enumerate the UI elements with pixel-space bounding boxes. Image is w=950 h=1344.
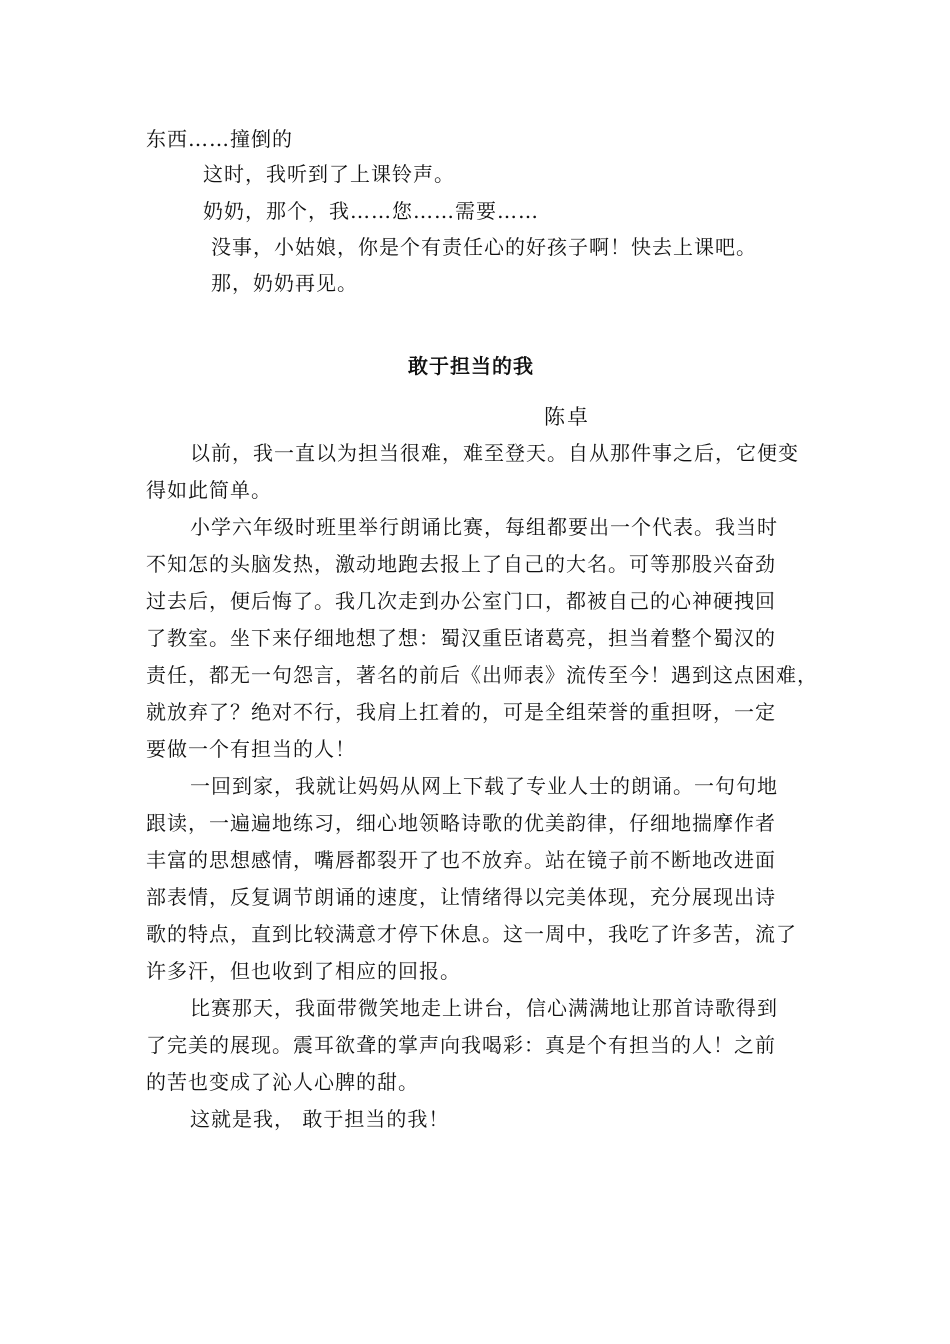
essay-title: 敢于担当的我 bbox=[408, 354, 534, 378]
essay-line: 就放弃了？绝对不行，我肩上扛着的，可是全组荣誉的重担呀，一定 bbox=[146, 700, 776, 724]
essay-line: 过去后，便后悔了。我几次走到办公室门口，都被自己的心神硬拽回 bbox=[146, 589, 776, 613]
essay-line: 小学六年级时班里举行朗诵比赛，每组都要出一个代表。我当时 bbox=[190, 515, 778, 539]
essay-line: 这就是我， 敢于担当的我！ bbox=[190, 1107, 450, 1131]
essay-line: 丰富的思想感情，嘴唇都裂开了也不放弃。站在镜子前不断地改进面 bbox=[146, 848, 776, 872]
essay-line: 的苦也变成了沁人心脾的甜。 bbox=[146, 1070, 419, 1094]
dialogue-line-4: 没事，小姑娘，你是个有责任心的好孩子啊！快去上课吧。 bbox=[211, 235, 757, 259]
essay-line: 责任，都无一句怨言，著名的前后《出师表》流传至今！遇到这点困难， bbox=[146, 663, 818, 687]
essay-line: 不知怎的头脑发热，激动地跑去报上了自己的大名。可等那股兴奋劲 bbox=[146, 552, 776, 576]
essay-line: 了教室。坐下来仔细地想了想：蜀汉重臣诸葛亮，担当着整个蜀汉的 bbox=[146, 626, 776, 650]
dialogue-line-3: 奶奶，那个，我……您……需要…… bbox=[203, 199, 539, 223]
dialogue-line-1: 东西……撞倒的 bbox=[146, 127, 293, 151]
essay-line: 以前，我一直以为担当很难，难至登天。自从那件事之后，它便变 bbox=[190, 441, 799, 465]
dialogue-line-5: 那，奶奶再见。 bbox=[211, 271, 358, 295]
essay-line: 得如此简单。 bbox=[146, 478, 272, 502]
essay-line: 歌的特点，直到比较满意才停下休息。这一周中，我吃了许多苦，流了 bbox=[146, 922, 797, 946]
essay-line: 了完美的展现。震耳欲聋的掌声向我喝彩：真是个有担当的人！之前 bbox=[146, 1033, 776, 1057]
essay-author: 陈卓 bbox=[544, 405, 590, 429]
essay-line: 部表情，反复调节朗诵的速度，让情绪得以完美体现，充分展现出诗 bbox=[146, 885, 776, 909]
essay-line: 跟读，一遍遍地练习，细心地领略诗歌的优美韵律，仔细地揣摩作者 bbox=[146, 811, 776, 835]
essay-line: 比赛那天，我面带微笑地走上讲台，信心满满地让那首诗歌得到 bbox=[190, 996, 778, 1020]
essay-line: 要做一个有担当的人！ bbox=[146, 737, 356, 761]
dialogue-line-2: 这时，我听到了上课铃声。 bbox=[203, 162, 455, 186]
essay-line: 许多汗，但也收到了相应的回报。 bbox=[146, 959, 461, 983]
essay-line: 一回到家，我就让妈妈从网上下载了专业人士的朗诵。一句句地 bbox=[190, 774, 778, 798]
